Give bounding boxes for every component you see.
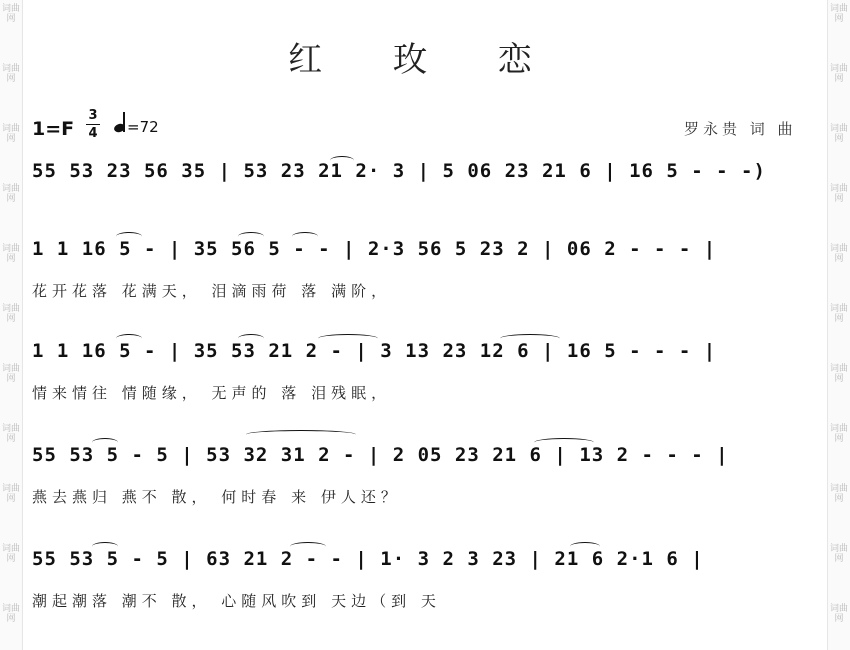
watermark-text: 词曲网 [829,244,848,264]
right-watermark-strip [827,0,850,650]
score-line-5-lyrics: 潮起潮落 潮不 散， 心随风吹到 天边（到 天 [32,592,441,610]
score-line-5-notes: 55 53 5 - 5 | 63 21 2 - - | 1· 3 2 3 23 | 21 6 2·1 6 | [32,548,704,570]
meter-top: 3 [88,108,98,123]
score-line-4-lyrics: 燕去燕归 燕不 散， 何时春 来 伊人还？ [32,488,401,506]
slur-mark [292,232,318,241]
score-line-3-notes: 1 1 16 5 - | 35 53 21 2 - | 3 13 23 12 6 | 16 5 - - - | [32,340,717,362]
score-line-2-lyrics: 花开花落 花满天， 泪滴雨荷 落 满阶， [32,282,392,300]
watermark-text: 词曲网 [829,184,848,204]
watermark-text: 词曲网 [1,64,20,84]
watermark-text: 词曲网 [829,604,848,624]
watermark-text: 词曲网 [829,484,848,504]
left-watermark-strip [0,0,23,650]
tempo-value: =72 [127,118,159,136]
slur-mark [318,334,378,343]
watermark-text: 词曲网 [1,244,20,264]
score-line-4-notes: 55 53 5 - 5 | 53 32 31 2 - | 2 05 23 21 6 | 13 2 - - - | [32,444,729,466]
watermark-text: 词曲网 [1,424,20,444]
slur-mark [570,542,600,551]
score-line-1-notes: 55 53 23 56 35 | 53 23 21 2· 3 | 5 06 23 21 6 | 16 5 - - -) [32,160,766,182]
watermark-text: 词曲网 [1,484,20,504]
slur-mark [290,542,326,551]
slur-mark [500,334,560,343]
score-line-3-lyrics: 情来情往 情随缘， 无声的 落 泪残眠， [32,384,392,402]
slur-mark [534,438,594,447]
tempo-marking [114,112,159,136]
watermark-text: 词曲网 [829,544,848,564]
slur-mark [238,334,264,343]
watermark-text: 词曲网 [829,124,848,144]
watermark-text: 词曲网 [1,4,20,24]
slur-mark [238,232,264,241]
composer-credit: 罗永贵 词 曲 [684,120,797,138]
watermark-text: 词曲网 [1,184,20,204]
watermark-text: 词曲网 [829,64,848,84]
slur-mark [92,542,118,551]
song-title: 红 玫 恋 [288,40,562,80]
watermark-text: 词曲网 [1,364,20,384]
key-signature: 1=F [32,118,75,140]
watermark-text: 词曲网 [1,604,20,624]
watermark-text: 词曲网 [829,364,848,384]
slur-mark [116,232,142,241]
watermark-text: 词曲网 [829,304,848,324]
slur-mark [92,438,118,447]
meter-bottom: 4 [88,126,98,141]
score-line-2-notes: 1 1 16 5 - | 35 56 5 - - | 2·3 56 5 23 2 | 06 2 - - - | [32,238,717,260]
time-signature [86,107,100,142]
slur-mark [246,430,356,439]
watermark-text: 词曲网 [1,544,20,564]
watermark-text: 词曲网 [1,304,20,324]
watermark-text: 词曲网 [829,424,848,444]
slur-mark [116,334,142,343]
watermark-text: 词曲网 [829,4,848,24]
watermark-text: 词曲网 [1,124,20,144]
slur-mark [330,156,354,165]
